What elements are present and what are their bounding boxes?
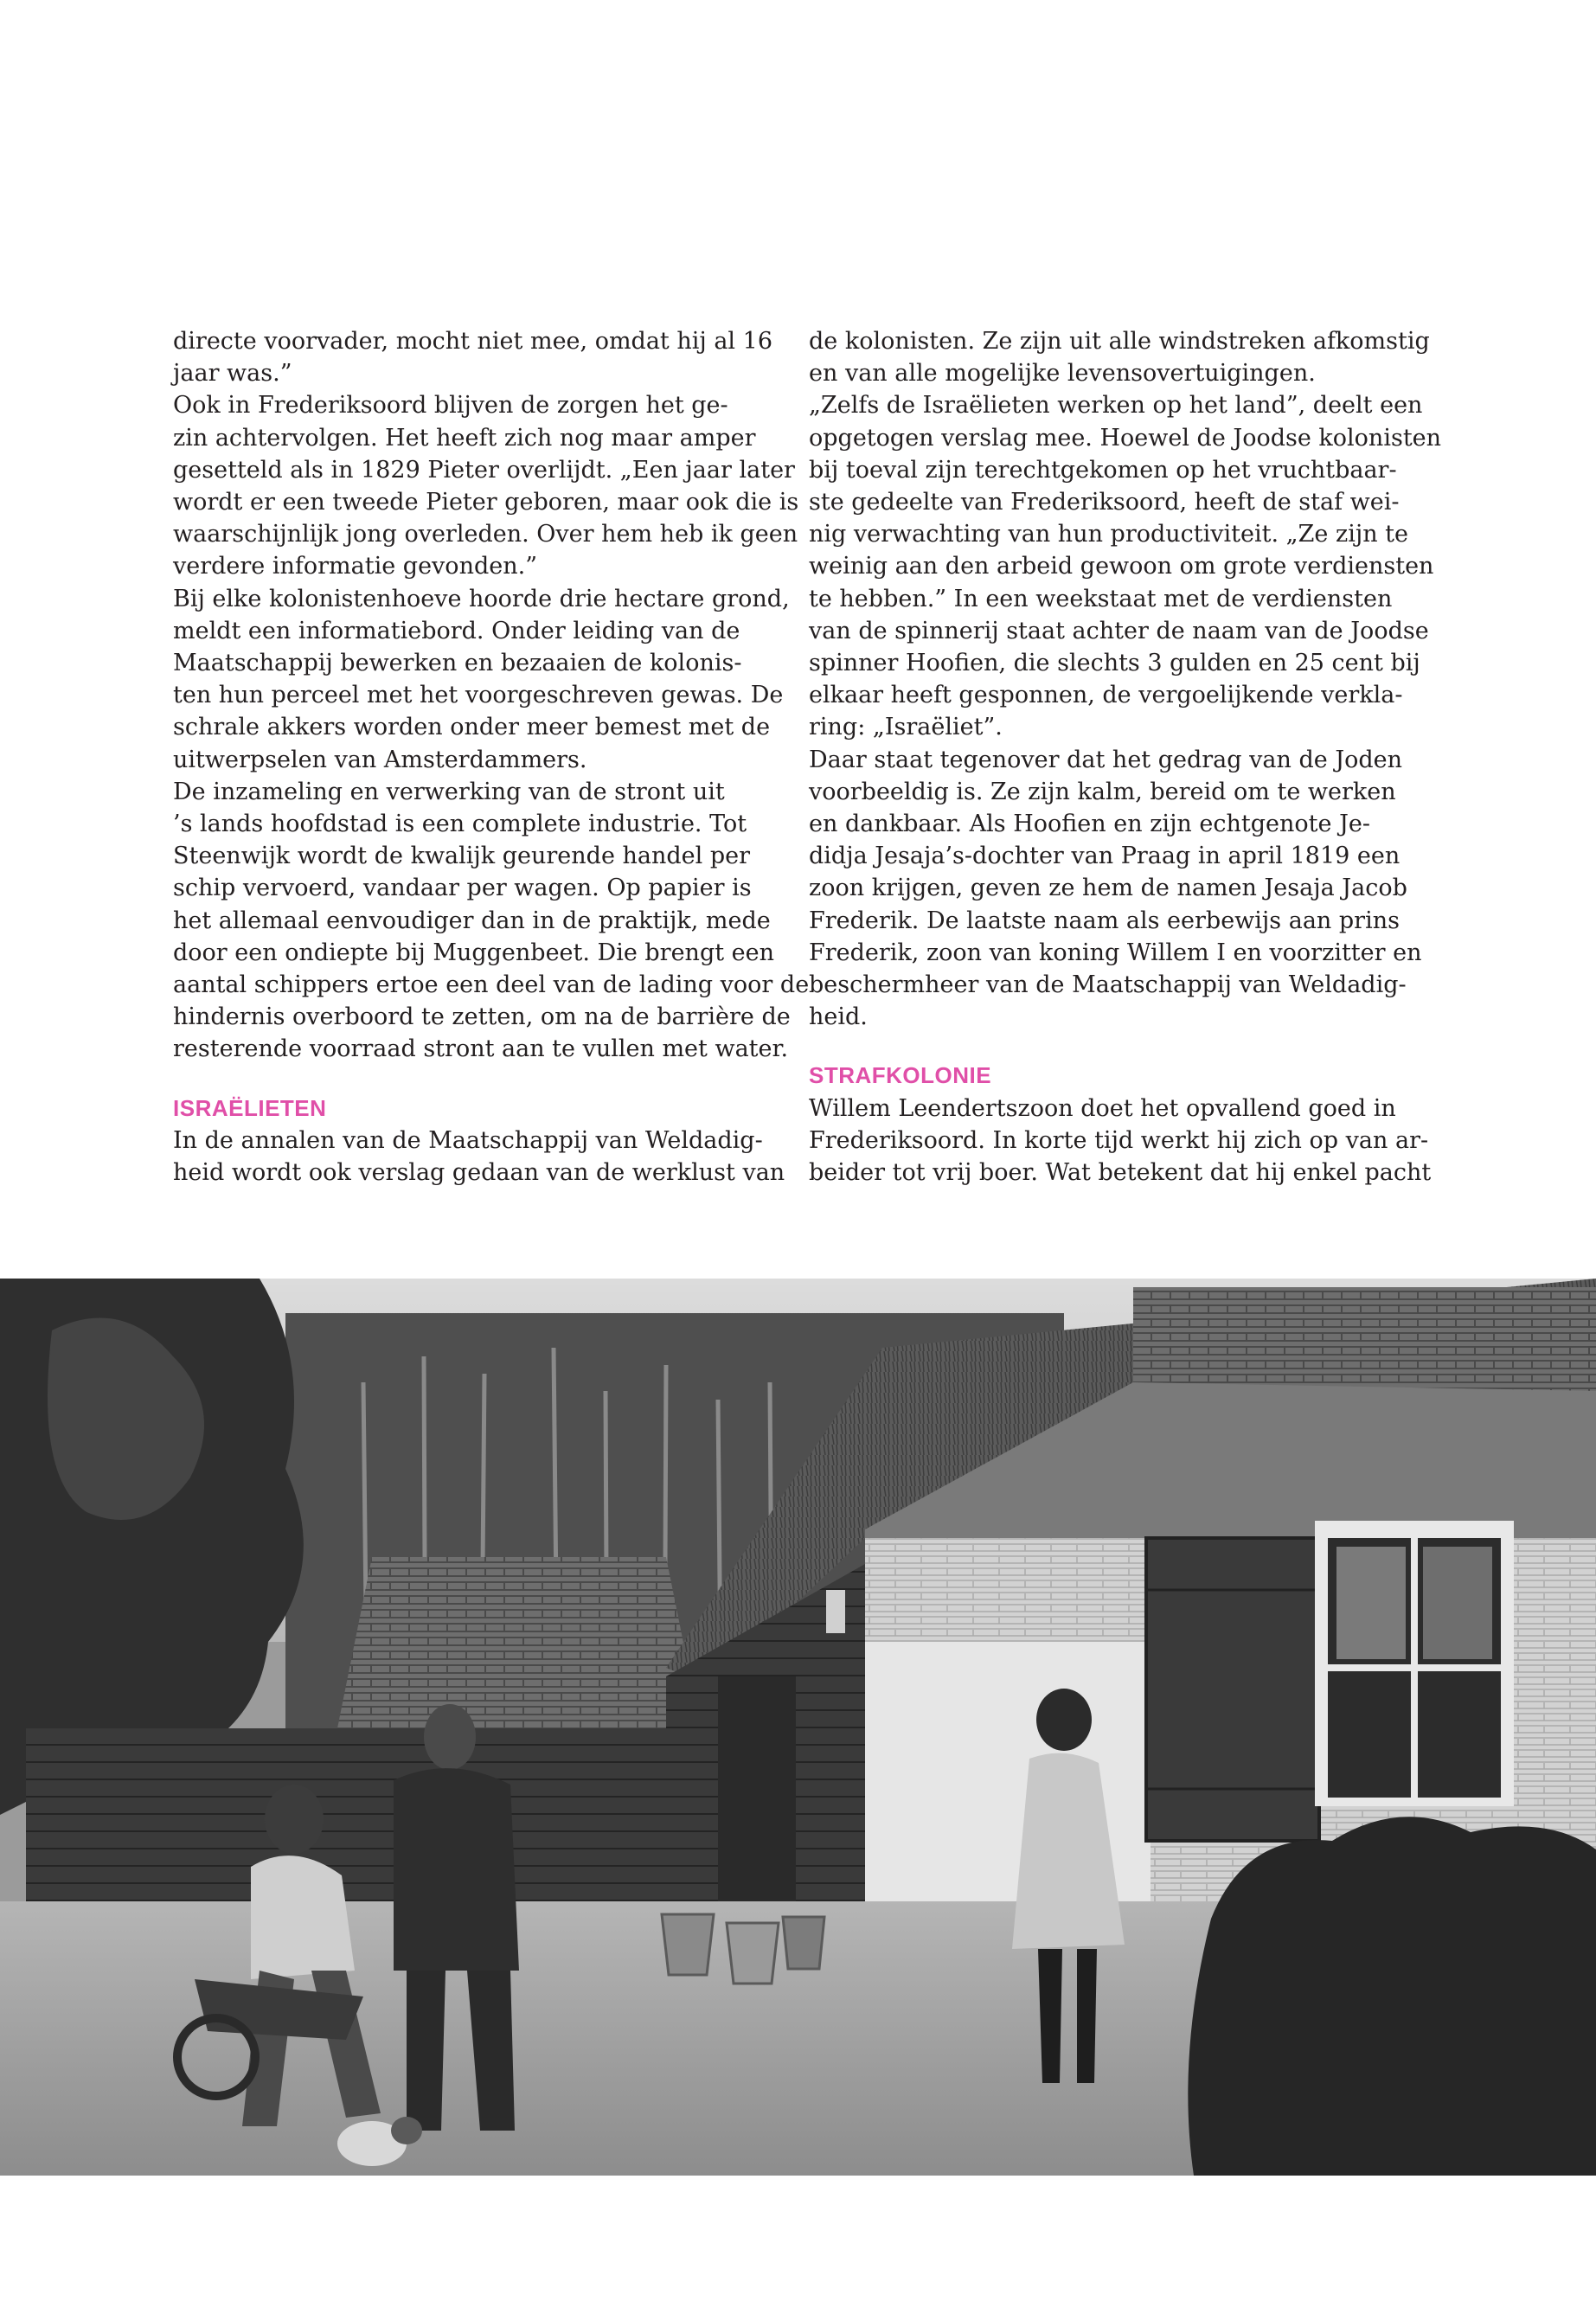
text-line: bij toeval zijn terechtgekomen op het vruchtbaar- [809,456,1397,484]
text-line: uitwerpselen van Amsterdammers. [173,746,587,773]
text-line: gesetteld als in 1829 Pieter overlijdt. „Een jaar later [173,456,795,484]
text-line: spinner Hoofien, die slechts 3 gulden en 25 cent bij [809,650,1420,677]
text-line: Maatschappij bewerken en bezaaien de kolonis- [173,650,742,677]
text-line: heid wordt ook verslag gedaan van de werklust van [173,1159,785,1187]
text-line: resterende voorraad stront aan te vullen met water. [173,1035,789,1063]
text-line: Frederik, zoon van koning Willem I en voorzitter en [809,939,1422,966]
text-line: De inzameling en verwerking van de stront uit [173,778,725,805]
text-line: door een ondiepte bij Muggenbeet. Die brengt een [173,939,775,966]
text-line: de kolonisten. Ze zijn uit alle windstreken afkomstig [809,328,1430,355]
text-line: Daar staat tegenover dat het gedrag van de Joden [809,746,1403,773]
farmstead-photo-drawing [0,1279,1596,2176]
right-paragraph-block [809,325,1442,1033]
text-line: nig verwachting van hun productiviteit. „Ze zijn te [809,521,1408,548]
text-line: zoon krijgen, geven ze hem de namen Jesaja Jacob [809,875,1407,902]
text-line: waarschijnlijk jong overleden. Over hem heb ik geen [173,521,798,548]
text-line: weinig aan den arbeid gewoon om grote verdiensten [809,553,1434,580]
text-line: hindernis overboord te zetten, om na de barrière de [173,1003,791,1031]
text-line: In de annalen van de Maatschappij van Weldadig- [173,1126,763,1154]
text-line: jaar was.” [173,360,292,388]
text-line: directe voorvader, mocht niet mee, omdat hij al 16 [173,328,773,355]
text-line: voorbeeldig is. Ze zijn kalm, bereid om te werken [809,778,1396,805]
text-line: wordt er een tweede Pieter geboren, maar ook die is [173,489,799,516]
section-heading-strafkolonie: STRAFKOLONIE [809,1062,992,1089]
right-paragraph-block-2 [809,1093,1432,1189]
text-line: didja Jesaja’s-dochter van Praag in april 1819 een [809,843,1401,870]
text-line: Frederiksoord. In korte tijd werkt hij zich op van ar- [809,1126,1429,1154]
paragraph-gap [173,1066,770,1093]
text-line: meldt een informatiebord. Onder leiding van de [173,617,740,644]
text-line: schip vervoerd, vandaar per wagen. Op papier is [173,875,752,902]
right-text-column [809,325,1442,1189]
text-line: het allemaal eenvoudiger dan in de praktijk, mede [173,907,771,934]
text-line: ste gedeelte van Frederiksoord, heeft de staf wei- [809,489,1400,516]
text-line: ring: „Israëliet”. [809,714,1003,741]
text-line: „Zelfs de Israëlieten werken op het land”, deelt een [809,392,1423,420]
text-line: heid. [809,1003,868,1031]
text-line: beider tot vrij boer. Wat betekent dat hij enkel pacht [809,1159,1432,1187]
paragraph-gap [809,1033,1406,1060]
left-paragraph-block-2 [173,1125,785,1189]
text-line: ’s lands hoofdstad is een complete industrie. Tot [173,811,747,838]
text-line: Frederik. De laatste naam als eerbewijs aan prins [809,907,1400,934]
text-line: ten hun perceel met het voorgeschreven gewas. De [173,682,784,709]
farmstead-photo [0,1279,1596,2176]
text-line: en dankbaar. Als Hoofien en zijn echtgenote Je- [809,811,1370,838]
text-line: Ook in Frederiksoord blijven de zorgen het ge- [173,392,728,420]
text-line: te hebben.” In een weekstaat met de verdiensten [809,585,1393,612]
text-line: van de spinnerij staat achter de naam van de Joodse [809,617,1429,644]
section-heading-israelieten: ISRAËLIETEN [173,1094,327,1121]
text-line: Bij elke kolonistenhoeve hoorde drie hectare grond, [173,585,790,612]
text-line: Willem Leendertszoon doet het opvallend goed in [809,1094,1396,1122]
text-line: Steenwijk wordt de kwalijk geurende handel per [173,843,751,870]
text-line: opgetogen verslag mee. Hoewel de Joodse kolonisten [809,424,1442,452]
text-line: aantal schippers ertoe een deel van de lading voor de [173,971,810,999]
text-line: en van alle mogelijke levensovertuigingen. [809,360,1316,388]
left-text-column [173,325,810,1189]
text-line: schrale akkers worden onder meer bemest met de [173,714,771,741]
text-line: beschermheer van de Maatschappij van Weldadig- [809,971,1407,999]
text-line: zin achtervolgen. Het heeft zich nog maar amper [173,424,756,452]
text-line: verdere informatie gevonden.” [173,553,537,580]
left-paragraph-block [173,325,810,1066]
text-line: elkaar heeft gesponnen, de vergoelijkende verkla- [809,682,1403,709]
